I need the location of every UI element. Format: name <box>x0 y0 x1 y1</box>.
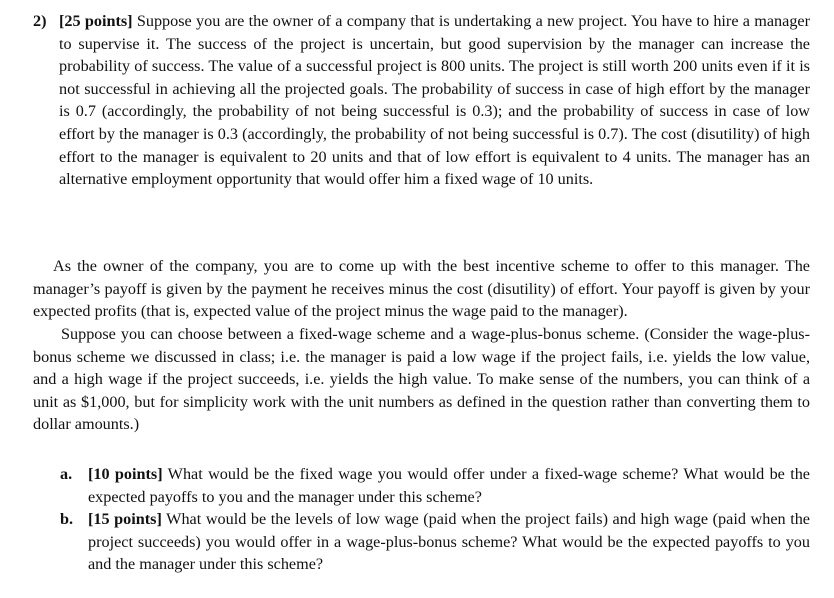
subquestion-body <box>88 463 810 508</box>
question-2 <box>33 10 810 191</box>
subquestion-points: [15 points] <box>88 510 162 528</box>
question-number: 2) <box>33 12 47 30</box>
suppose-paragraph: Suppose you can choose between a fixed-wage scheme and a wage-plus-bonus scheme. (Consider the wage-plus-bonus scheme we discussed in class; i.e. the manager is paid a low wage if the project fails, i.e. yields the low value, and a high wage if the project succeeds, i.e. yields the high value. To make sense of the numbers, you can think of a unit as $1,000, but for simplicity work with the unit numbers as defined in the question rather than converting them to dollar amounts.) <box>33 325 810 434</box>
subquestion-text: What would be the fixed wage you would offer under a fixed-wage scheme? What would be the expected payoffs to you and the manager under this scheme? <box>88 465 810 506</box>
owner-paragraph: As the owner of the company, you are to come up with the best incentive scheme to offer to this manager. The manager’s payoff is given by the payment he receives minus the cost (disutility) of effort. Your payoff is given by your expected profits (that is, expected value of the project minus the wage paid to the manager). <box>33 257 810 321</box>
subquestion-points: [10 points] <box>88 465 163 483</box>
question-body <box>59 10 810 191</box>
subquestion-letter: a. <box>60 465 73 483</box>
question-points: [25 points] <box>59 12 133 30</box>
subquestion-b <box>60 508 810 576</box>
subquestion-body <box>88 508 810 576</box>
subquestion-a <box>60 463 810 508</box>
subquestion-letter: b. <box>60 510 74 528</box>
subquestion-text: What would be the levels of low wage (paid when the project fails) and high wage (paid when the project succeeds) you would offer in a wage-plus-bonus scheme? What would be the expected payoffs to you and the manager under this scheme? <box>88 510 810 574</box>
question-text: Suppose you are the owner of a company that is undertaking a new project. You have to hire a manager to supervise it. The success of the project is uncertain, but good supervision by the manager can increase the probability of success. The value of a successful project is 800 units. The project is still worth 200 units even if it is not successful in achieving all the projected goals. The probability of success in case of high effort by the manager is 0.7 (accordingly, the probability of not being successful is 0.3); and the probability of success in case of low effort by the manager is 0.3 (accordingly, the probability of not being successful is 0.7). The cost (disutility) of high effort to the manager is equivalent to 20 units and that of low effort is equivalent to 4 units. The manager has an alternative employment opportunity that would offer him a fixed wage of 10 units. <box>59 12 811 189</box>
